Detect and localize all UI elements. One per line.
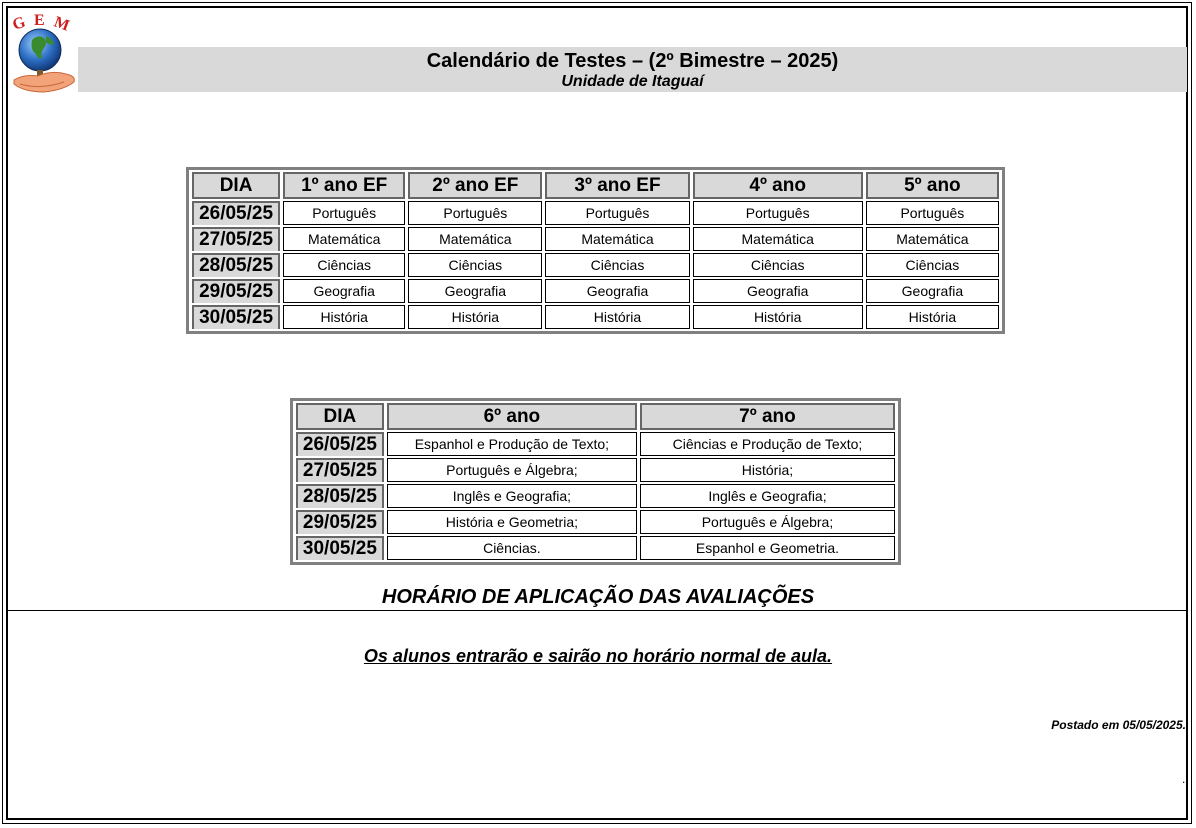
subject-cell: História (545, 305, 689, 329)
column-header: DIA (192, 172, 280, 199)
column-header: 7º ano (640, 403, 895, 430)
subject-cell: Geografia (693, 279, 863, 303)
table-header-row (296, 403, 895, 430)
subject-cell: Ciências (408, 253, 542, 277)
logo-letter-m: M (51, 13, 72, 35)
day-cell: 27/05/25 (296, 458, 384, 482)
subject-cell: Matemática (283, 227, 405, 251)
posted-date: Postado em 05/05/2025. (1051, 718, 1186, 732)
column-header: 6º ano (387, 403, 637, 430)
subject-cell: Inglês e Geografia; (387, 484, 637, 508)
table-row (192, 253, 999, 277)
calendar-table-fundamental (186, 167, 1005, 334)
trailing-dot: . (1182, 772, 1186, 786)
subject-cell: Geografia (866, 279, 999, 303)
subject-cell: História (866, 305, 999, 329)
subject-cell: Ciências (545, 253, 689, 277)
subject-cell: Português (545, 201, 689, 225)
day-cell: 26/05/25 (296, 432, 384, 456)
day-cell: 26/05/25 (192, 201, 280, 225)
column-header: 3º ano EF (545, 172, 689, 199)
table-row (192, 305, 999, 329)
day-cell: 28/05/25 (192, 253, 280, 277)
subject-cell: História (283, 305, 405, 329)
subject-cell: História; (640, 458, 895, 482)
subject-cell: Espanhol e Produção de Texto; (387, 432, 637, 456)
subject-cell: Português (283, 201, 405, 225)
column-header: 1º ano EF (283, 172, 405, 199)
column-header: DIA (296, 403, 384, 430)
day-cell: 30/05/25 (192, 305, 280, 329)
day-cell: 30/05/25 (296, 536, 384, 560)
page-subtitle: Unidade de Itaguaí (561, 73, 704, 90)
table-row (296, 484, 895, 508)
table-row (192, 201, 999, 225)
subject-cell: Geografia (283, 279, 405, 303)
subject-cell: Ciências e Produção de Texto; (640, 432, 895, 456)
subject-cell: Português e Álgebra; (387, 458, 637, 482)
column-header: 2º ano EF (408, 172, 542, 199)
subject-cell: Matemática (408, 227, 542, 251)
subject-cell: Matemática (545, 227, 689, 251)
subject-cell: Ciências (693, 253, 863, 277)
subject-cell: Ciências. (387, 536, 637, 560)
subject-cell: Matemática (866, 227, 999, 251)
subject-cell: Geografia (545, 279, 689, 303)
divider (6, 610, 1188, 611)
table-row (192, 279, 999, 303)
subject-cell: Matemática (693, 227, 863, 251)
header-band (78, 47, 1187, 92)
subject-cell: Ciências (283, 253, 405, 277)
schedule-note: Os alunos entrarão e sairão no horário normal de aula. (363, 646, 833, 666)
table-row (296, 458, 895, 482)
table-row (296, 536, 895, 560)
column-header: 5º ano (866, 172, 999, 199)
schedule-title: HORÁRIO DE APLICAÇÃO DAS AVALIAÇÕES (381, 586, 815, 608)
table-row (192, 227, 999, 251)
logo-letter-g: G (10, 13, 28, 34)
subject-cell: Português (866, 201, 999, 225)
day-cell: 27/05/25 (192, 227, 280, 251)
table-header-row (192, 172, 999, 199)
column-header: 4º ano (693, 172, 863, 199)
day-cell: 29/05/25 (296, 510, 384, 534)
table-row (296, 510, 895, 534)
table-row (296, 432, 895, 456)
gem-logo (10, 12, 78, 96)
subject-cell: História (693, 305, 863, 329)
subject-cell: História e Geometria; (387, 510, 637, 534)
logo-letter-e: E (34, 12, 45, 29)
subject-cell: Português e Álgebra; (640, 510, 895, 534)
calendar-table-fundamental-2 (290, 398, 901, 565)
subject-cell: Português (408, 201, 542, 225)
page-title: Calendário de Testes – (2º Bimestre – 2025) (426, 50, 839, 72)
subject-cell: Inglês e Geografia; (640, 484, 895, 508)
subject-cell: Ciências (866, 253, 999, 277)
subject-cell: História (408, 305, 542, 329)
subject-cell: Espanhol e Geometria. (640, 536, 895, 560)
subject-cell: Geografia (408, 279, 542, 303)
day-cell: 29/05/25 (192, 279, 280, 303)
day-cell: 28/05/25 (296, 484, 384, 508)
subject-cell: Português (693, 201, 863, 225)
